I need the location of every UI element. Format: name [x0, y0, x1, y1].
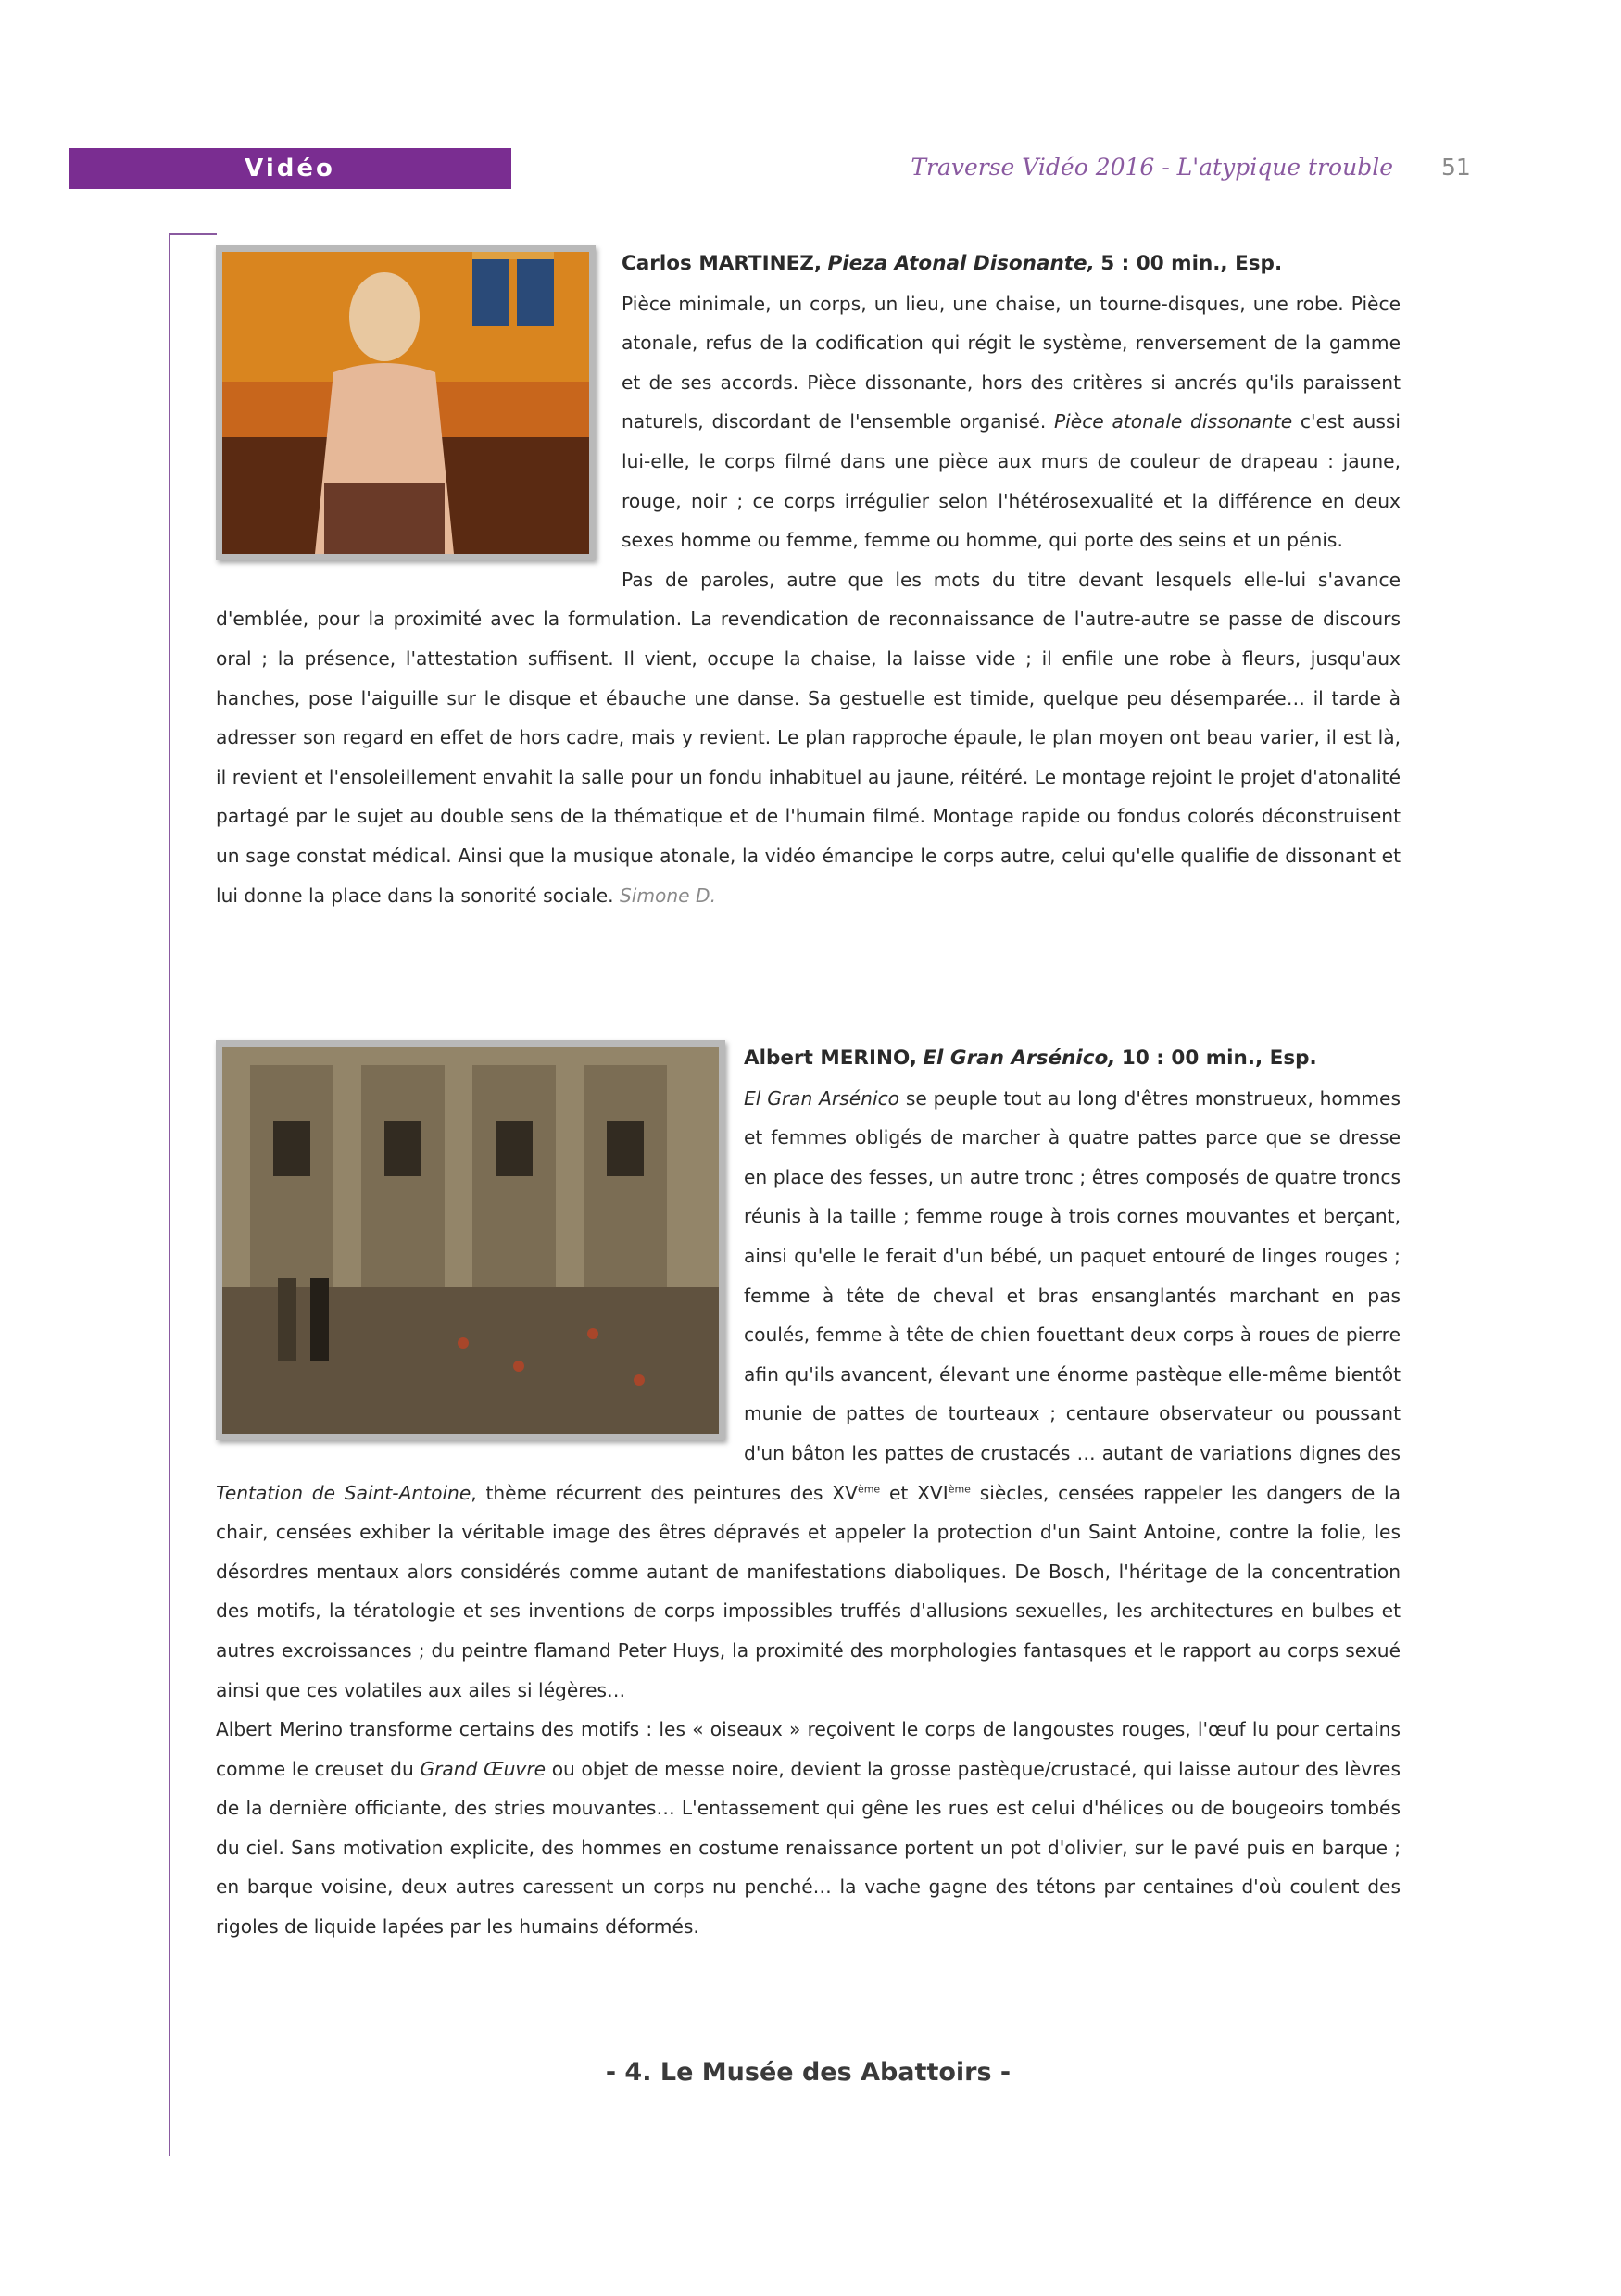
paragraph-text: se peuple tout au long d'êtres monstrueux, hommes et femmes obligés de marcher à quatre pattes parce que se dresse en place des fesses, un autre tronc ; êtres composés de quatre troncs réunis à la taille ; femme rouge à trois cornes mouvantes et berçant, ainsi qu'elle le ferait d'un bébé, un paquet entouré de linges rouges ; femme à tête de cheval et bras ensanglantés marchant en pas coulés, femme à tête de chien fouettant deux corps à roues de pierre afin qu'ils avancent, élevant une énorme pastèque elle-même bientôt munie de pattes de tourteaux ; centaure observateur ou poussant d'un bâton les pattes de crustacés … autant de variations dignes des	[744, 1086, 1401, 1464]
paragraph-text: Pas de paroles, autre que les mots du titre devant lesquels elle-lui s'avance d'emblée, pour la proximité avec la formulation. La revendication de reconnaissance de l'autre-autre se passe de discours oral ; la présence, l'attestation suffisent. Il vient, occupe la chaise, la laisse vide ; il enfile une robe à fleurs, jusqu'aux hanches, pose l'aiguille sur le disque et ébauche une danse. Sa gestuelle est timide, quelque peu désemparée… il tarde à adresser son regard en effet de hors cadre, mais y revient. Le plan rapproche épaule, le plan moyen ont beau varier, il est là, il revient et l'ensoleillement envahit la salle pour un fondu inhabituel au jaune, réitéré. Le montage rejoint le projet d'atonalité partagé par le sujet au double sens de la thématique et de l'humain filmé. Montage rapide ou fondus colorés déconstruisent un sage constat médical. Ainsi que la musique atonale, la vidéo émancipe le corps autre, celui qu'elle qualifie de dissonant et lui donne la place dans la sonorité sociale.	[216, 568, 1401, 907]
paragraph-text: Albert Merino transforme certains des motifs : les « oiseaux » reçoivent le corps de langoustes rouges, l'œuf lu pour certains comme le creuset du	[216, 1718, 1401, 1780]
running-title: Traverse Vidéo 2016 - L'atypique trouble	[911, 154, 1393, 181]
superscript: ème	[948, 1482, 971, 1495]
margin-rule-top	[169, 233, 217, 235]
paragraph-text: c'est aussi lui-elle, le corps filmé dans une pièce aux murs de couleur de drapeau : jaune, rouge, noir ; ce corps irrégulier selon l'hétérosexualité et la différence en deux sexes homme ou femme, femme ou homme, qui porte des seins et un pénis.	[622, 410, 1401, 552]
superscript: ème	[857, 1482, 881, 1495]
article-heading-name: Albert MERINO,	[744, 1047, 917, 1070]
article-heading-meta: 5 : 00 min., Esp.	[1100, 252, 1283, 275]
work-title: Tentation de Saint-Antoine	[216, 1481, 471, 1504]
section-footer-title: - 4. Le Musée des Abattoirs -	[605, 2058, 1012, 2087]
paragraph-text: et XVI	[880, 1481, 949, 1504]
article-martinez	[216, 244, 1401, 915]
paragraph-text: siècles, censées rappeler les dangers de la chair, censées exhiber la véritable image des êtres dépravés et appeler la protection d'un Saint Antoine, contre la folie, les désordres mentaux alors considérés comme autant de manifestations diaboliques. De Bosch, l'héritage de la concentration des motifs, la tératologie et ses inventions de corps impossibles truffés d'allusions sexuelles, les architectures en bulbes et autres excroissances ; du peintre flamand Peter Huys, la proximité des morphologies fantasques et le rapport au corps sexué ainsi que ces volatiles aux ailes si légères…	[216, 1481, 1401, 1701]
paragraph-text: , thème récurrent des peintures des XV	[471, 1481, 858, 1504]
article-heading-meta: 10 : 00 min., Esp.	[1121, 1047, 1317, 1070]
section-tab: Vidéo	[69, 148, 511, 189]
paragraph-text: ou objet de messe noire, devient la grosse pastèque/crustacé, qui laisse autour des lèvres de la dernière officiante, des stries mouvantes… L'entassement qui gêne les rues est celui d'hélices ou de bougeoirs tombés du ciel. Sans motivation explicite, des hommes en costume renaissance portent un pot d'olivier, sur le pavé puis en barque ; en barque voisine, deux autres caressent un corps nu penché… la vache gagne des tétons par centaines d'où coulent des rigoles de liquide lapées par les humains déformés.	[216, 1757, 1401, 1938]
paragraph-text: Pièce minimale, un corps, un lieu, une chaise, un tourne-disques, une robe. Pièce atonale, refus de la codification qui régit le système, renversement de la gamme et de ses accords. Pièce dissonante, hors des critères si ancrés qu'ils paraissent naturels, discordant de l'ensemble organisé.	[622, 292, 1401, 433]
article-heading-title: Pieza Atonal Disonante,	[827, 252, 1095, 275]
video-still-merino	[216, 1040, 725, 1440]
author-byline: Simone D.	[619, 884, 716, 907]
work-title: El Gran Arsénico	[744, 1086, 900, 1110]
article-merino	[216, 1038, 1401, 1947]
margin-rule	[169, 233, 170, 2156]
article-heading-title: El Gran Arsénico,	[923, 1047, 1116, 1070]
page-number: 51	[1441, 154, 1471, 181]
work-title: Pièce atonale dissonante	[1054, 410, 1293, 433]
article-heading-name: Carlos MARTINEZ,	[622, 252, 823, 275]
video-still-martinez	[216, 245, 596, 560]
work-title: Grand Œuvre	[420, 1757, 547, 1780]
